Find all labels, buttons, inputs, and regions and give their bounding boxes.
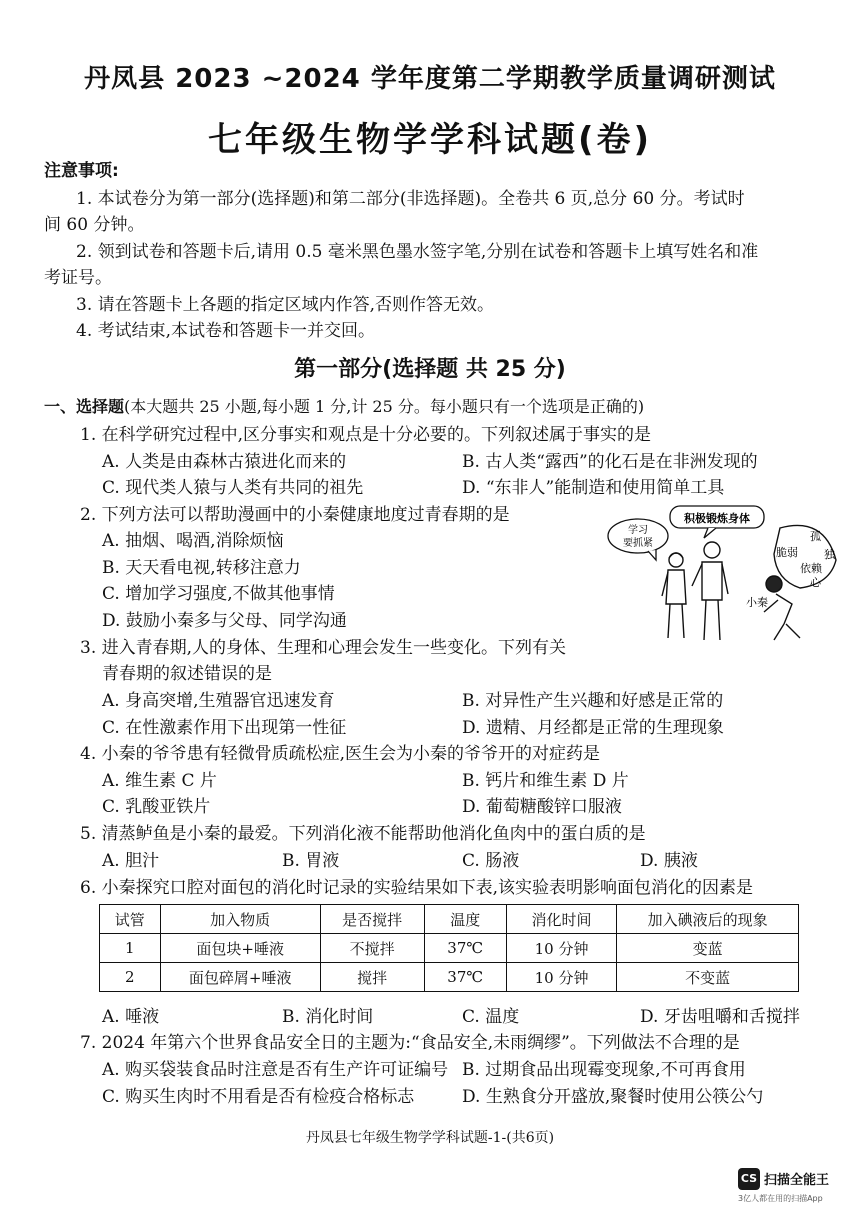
table-cell: 37℃ [424, 934, 506, 963]
q7-option-d: D. 生熟食分开盛放,聚餐时使用公筷公勺 [462, 1087, 764, 1107]
table-cell: 变蓝 [617, 934, 799, 963]
part1-title: 第一部分(选择题 共 25 分) [294, 357, 566, 382]
q5-stem: 5. 清蒸鲈鱼是小秦的最爱。下列消化液不能帮助他消化鱼肉中的蛋白质的是 [80, 824, 646, 844]
table-cell: 10 分钟 [506, 934, 616, 963]
table-cell: 面包碎屑+唾液 [160, 963, 320, 992]
bubble-study-line2: 要抓紧 [623, 538, 653, 549]
notice-line: 3. 请在答题卡上各题的指定区域内作答,否则作答无效。 [76, 295, 495, 315]
brand-name: 扫描全能王 [764, 1173, 830, 1188]
q7-stem: 7. 2024 年第六个世界食品安全日的主题为:“食品安全,未雨绸缪”。下列做法不合理的是 [80, 1033, 740, 1053]
mother-figure [662, 553, 686, 638]
q3-stem-cont: 青春期的叙述错误的是 [102, 664, 272, 684]
part1-instruction [44, 396, 644, 418]
notice-line: 1. 本试卷分为第一部分(选择题)和第二部分(非选择题)。全卷共 6 页,总分 60 分。考试时 [76, 189, 745, 209]
notice-line: 4. 考试结束,本试卷和答题卡一并交回。 [76, 321, 376, 341]
q5-option-d: D. 胰液 [640, 851, 698, 871]
instruction-text: (本大题共 25 小题,每小题 1 分,计 25 分。每小题只有一个选项是正确的) [124, 397, 645, 416]
backpack-word: 孤 [810, 530, 821, 543]
q4-option-a: A. 维生素 C 片 [102, 771, 217, 791]
table-cell: 搅拌 [320, 963, 424, 992]
brand-tagline: 3亿人都在用的扫描App [738, 1194, 823, 1203]
instruction-label: 一、选择题 [44, 397, 125, 416]
q3-option-b: B. 对异性产生兴趣和好感是正常的 [462, 691, 724, 711]
q1-stem: 1. 在科学研究过程中,区分事实和观点是十分必要的。下列叙述属于事实的是 [80, 425, 652, 445]
table-cell: 2 [100, 963, 161, 992]
exam-title: 丹凤县 2023 ~2024 学年度第二学期教学质量调研测试 [84, 64, 776, 94]
table-row [100, 934, 799, 963]
bubble-study-line1: 学习 [628, 525, 648, 536]
q6-option-d: D. 牙齿咀嚼和舌搅拌 [640, 1007, 800, 1027]
comic-illustration [604, 500, 844, 650]
q3-stem: 3. 进入青春期,人的身体、生理和心理会发生一些变化。下列有关 [80, 638, 567, 658]
q4-option-d: D. 葡萄糖酸锌口服液 [462, 797, 622, 817]
q6-option-c: C. 温度 [462, 1007, 520, 1027]
q1-option-b: B. 古人类“露西”的化石是在非洲发现的 [462, 452, 758, 472]
table-cell: 不搅拌 [320, 934, 424, 963]
backpack-word: 独 [824, 548, 835, 561]
q3-option-a: A. 身高突增,生殖器官迅速发育 [102, 691, 335, 711]
q1-option-c: C. 现代类人猿与人类有共同的祖先 [102, 478, 364, 498]
q7-option-b: B. 过期食品出现霉变现象,不可再食用 [462, 1060, 746, 1080]
father-figure [692, 542, 728, 640]
camscanner-logo-icon: CS [738, 1168, 760, 1190]
q7-option-c: C. 购买生肉时不用看是否有检疫合格标志 [102, 1087, 415, 1107]
xiaoqin-label: 小秦 [746, 596, 768, 609]
q1-option-d: D. “东非人”能制造和使用简单工具 [462, 478, 725, 498]
q4-stem: 4. 小秦的爷爷患有轻微骨质疏松症,医生会为小秦的爷爷开的对症药是 [80, 744, 601, 764]
q5-option-c: C. 肠液 [462, 851, 520, 871]
q2-option-c: C. 增加学习强度,不做其他事情 [102, 584, 335, 604]
q3-option-c: C. 在性激素作用下出现第一性征 [102, 718, 347, 738]
q2-stem: 2. 下列方法可以帮助漫画中的小秦健康地度过青春期的是 [80, 505, 510, 525]
q2-option-d: D. 鼓励小秦多与父母、同学沟通 [102, 611, 347, 631]
q3-option-d: D. 遗精、月经都是正常的生理现象 [462, 718, 724, 738]
table-row [100, 963, 799, 992]
page-footer: 丹凤县七年级生物学学科试题-1-(共6页) [305, 1130, 555, 1146]
notice-line: 考证号。 [44, 268, 112, 288]
table-cell: 10 分钟 [506, 963, 616, 992]
backpack-word: 依赖 [800, 562, 822, 575]
q7-option-a: A. 购买袋装食品时注意是否有生产许可证编号 [102, 1060, 449, 1080]
q2-option-b: B. 天天看电视,转移注意力 [102, 558, 301, 578]
backpack-word: 心 [810, 576, 821, 589]
table-header-cell: 温度 [424, 905, 506, 934]
table-header-cell: 加入碘液后的现象 [617, 905, 799, 934]
notice-line: 间 60 分钟。 [44, 215, 145, 235]
table-header-row [100, 905, 799, 934]
q4-option-c: C. 乳酸亚铁片 [102, 797, 211, 817]
bubble-exercise-text: 积极锻炼身体 [684, 512, 750, 525]
q5-option-b: B. 胃液 [282, 851, 340, 871]
table-header-cell: 是否搅拌 [320, 905, 424, 934]
notice-line: 2. 领到试卷和答题卡后,请用 0.5 毫米黑色墨水签字笔,分别在试卷和答题卡上填写姓名和准 [76, 242, 759, 262]
exam-subtitle: 七年级生物学学科试题(卷) [207, 120, 653, 160]
q1-option-a: A. 人类是由森林古猿进化而来的 [102, 452, 347, 472]
experiment-table [99, 904, 799, 992]
table-header-cell: 加入物质 [160, 905, 320, 934]
notice-heading: 注意事项: [44, 161, 119, 181]
q6-option-a: A. 唾液 [102, 1007, 160, 1027]
backpack-word: 脆弱 [776, 546, 798, 559]
table-header-cell: 消化时间 [506, 905, 616, 934]
table-cell: 不变蓝 [617, 963, 799, 992]
q5-option-a: A. 胆汁 [102, 851, 160, 871]
q6-option-b: B. 消化时间 [282, 1007, 374, 1027]
q6-stem: 6. 小秦探究口腔对面包的消化时记录的实验结果如下表,该实验表明影响面包消化的因素是 [80, 878, 754, 898]
table-cell: 面包块+唾液 [160, 934, 320, 963]
table-cell: 1 [100, 934, 161, 963]
q2-option-a: A. 抽烟、喝酒,消除烦恼 [102, 531, 284, 551]
q4-option-b: B. 钙片和维生素 D 片 [462, 771, 629, 791]
table-header-cell: 试管 [100, 905, 161, 934]
table-cell: 37℃ [424, 963, 506, 992]
